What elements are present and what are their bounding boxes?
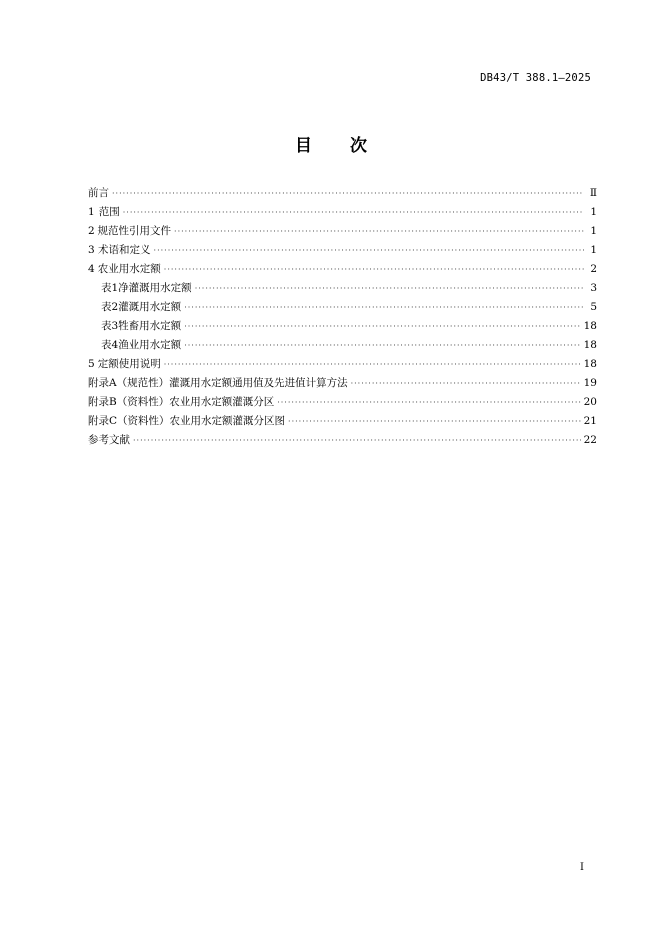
- toc-entry[interactable]: [88, 431, 597, 450]
- toc-entry-page: 21: [583, 415, 597, 427]
- toc-entry-label: 渔业用水定额: [118, 339, 182, 351]
- toc-leader-dots: [184, 317, 580, 336]
- document-code: DB43/T 388.1—2025: [480, 72, 591, 84]
- toc-entry-label: 灌溉用水定额: [118, 301, 182, 313]
- toc-entry-number: 3: [88, 244, 95, 256]
- toc-entry[interactable]: [88, 317, 597, 336]
- toc-leader-dots: [164, 260, 584, 279]
- toc-entry-number: 附录C（资料性）: [88, 415, 170, 427]
- toc-entry-page: 18: [583, 320, 597, 332]
- toc-leader-dots: [154, 241, 584, 260]
- toc-entry[interactable]: [88, 241, 597, 260]
- toc-entry-page: 20: [583, 396, 597, 408]
- toc-leader-dots: [112, 184, 584, 203]
- toc-entry-page: 5: [590, 301, 597, 313]
- toc-entry[interactable]: [88, 279, 597, 298]
- toc-leader-dots: [123, 203, 584, 222]
- toc-entry-number: 2: [88, 225, 95, 237]
- toc-entry-page: 2: [590, 263, 597, 275]
- toc-entry[interactable]: [88, 184, 597, 203]
- toc-entry-page: 18: [583, 358, 597, 370]
- toc-entry-label: 农业用水定额灌溉分区: [169, 396, 275, 408]
- toc-entry-label: 净灌溉用水定额: [118, 282, 192, 294]
- toc-entry-number: 4: [88, 263, 95, 275]
- toc-leader-dots: [184, 298, 584, 317]
- toc-entry-label: 灌溉用水定额通用值及先进值计算方法: [169, 377, 348, 389]
- toc-entry-page: 1: [590, 206, 597, 218]
- toc-leader-dots: [184, 336, 580, 355]
- toc-entry-label: 牲畜用水定额: [118, 320, 182, 332]
- toc-entry-number: 表3: [101, 320, 119, 332]
- toc-entry[interactable]: [88, 203, 597, 222]
- toc-entry-number: 表1: [101, 282, 119, 294]
- page-title: [0, 131, 662, 156]
- toc-entry-label: 参考文献: [88, 434, 130, 446]
- toc-entry-label: 农业用水定额: [97, 263, 161, 275]
- table-of-contents: [88, 184, 597, 450]
- toc-entry-label: 范围: [98, 206, 120, 218]
- toc-entry[interactable]: [88, 393, 597, 412]
- toc-entry[interactable]: [88, 412, 597, 431]
- toc-entry-number: 5: [88, 358, 95, 370]
- title-char-2: 次: [350, 136, 367, 156]
- toc-entry-label: 术语和定义: [98, 244, 151, 256]
- toc-entry-page: 18: [583, 339, 597, 351]
- toc-entry-label: 规范性引用文件: [97, 225, 172, 237]
- toc-entry-label: 定额使用说明: [97, 358, 161, 370]
- title-char-1: 目: [295, 136, 312, 156]
- toc-entry-page: 19: [583, 377, 597, 389]
- toc-entry-page: 1: [590, 244, 597, 256]
- toc-entry-number: 1: [88, 206, 95, 218]
- toc-entry[interactable]: [88, 298, 597, 317]
- toc-leader-dots: [277, 393, 580, 412]
- toc-entry-page: 22: [583, 434, 597, 446]
- toc-entry-number: 附录A（规范性）: [88, 377, 170, 389]
- toc-entry-number: 表2: [101, 301, 119, 313]
- footer-page-number: I: [580, 862, 584, 873]
- toc-leader-dots: [288, 412, 581, 431]
- toc-entry-page: Ⅱ: [589, 187, 597, 199]
- toc-entry[interactable]: [88, 374, 597, 393]
- toc-entry[interactable]: [88, 260, 597, 279]
- toc-entry[interactable]: [88, 222, 597, 241]
- toc-leader-dots: [133, 431, 581, 450]
- toc-leader-dots: [164, 355, 581, 374]
- toc-leader-dots: [351, 374, 581, 393]
- toc-leader-dots: [195, 279, 584, 298]
- toc-entry-label: 农业用水定额灌溉分区图: [169, 415, 286, 427]
- toc-entry[interactable]: [88, 355, 597, 374]
- toc-entry-label: 前言: [88, 187, 109, 199]
- toc-entry-page: 3: [590, 282, 597, 294]
- toc-entry-number: 附录B（资料性）: [88, 396, 170, 408]
- toc-leader-dots: [174, 222, 584, 241]
- toc-entry-page: 1: [590, 225, 597, 237]
- toc-entry[interactable]: [88, 336, 597, 355]
- toc-entry-number: 表4: [101, 339, 119, 351]
